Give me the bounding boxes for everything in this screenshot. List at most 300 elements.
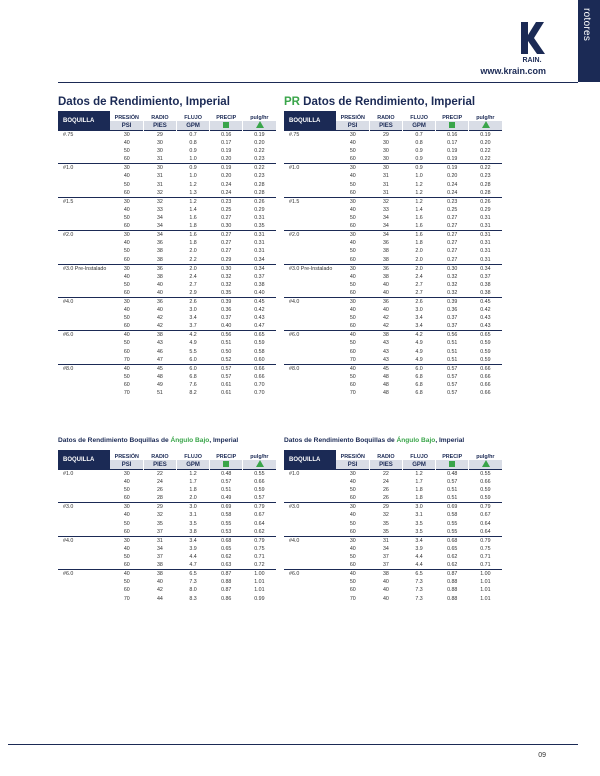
- low-pr-section-title: Datos de Rendimiento Boquillas de Ángulo Bajo, Imperial: [284, 437, 465, 444]
- table-cell: 0.24: [221, 189, 232, 196]
- table-cell: 1.2: [177, 197, 210, 206]
- table-cell: 0.29: [221, 256, 232, 263]
- website-url: www.krain.com: [480, 66, 546, 76]
- table-cell: 40: [382, 579, 389, 586]
- table-cell: 50: [123, 281, 130, 288]
- table-cell: 30: [110, 536, 143, 545]
- table-cell: 30: [336, 297, 369, 306]
- table-cell: 4.7: [189, 562, 197, 569]
- table-cell: 30: [156, 140, 163, 147]
- table-cell: 0.19: [447, 156, 458, 163]
- table-cell: 40: [123, 240, 130, 247]
- table-cell: 0.58: [221, 512, 232, 519]
- table-cell: 6.0: [403, 364, 436, 373]
- table-cell: 34: [382, 223, 389, 230]
- table-cell: 0.22: [469, 164, 502, 173]
- table-cell: 0.59: [480, 487, 491, 494]
- table-cell: 3.9: [415, 545, 423, 552]
- table-cell: 70: [349, 356, 356, 363]
- unit-header: PIES: [369, 121, 402, 131]
- table-cell: 4.2: [403, 331, 436, 340]
- unit-header: PSI: [336, 121, 369, 131]
- column-header: PRECIP: [216, 115, 237, 121]
- triangle-icon: [256, 121, 264, 128]
- table-cell: 0.88: [221, 579, 232, 586]
- table-cell: 40: [336, 570, 369, 579]
- table-cell: 0.24: [447, 189, 458, 196]
- nozzle-label: #3.0: [284, 503, 336, 536]
- table-cell: 2.6: [403, 297, 436, 306]
- table-cell: 4.9: [415, 340, 423, 347]
- table-cell: 50: [123, 520, 130, 527]
- table-cell: 32: [156, 189, 163, 196]
- table-cell: 0.72: [254, 562, 265, 569]
- table-cell: 2.7: [415, 281, 423, 288]
- table-cell: 1.7: [415, 479, 423, 486]
- table-cell: 40: [336, 364, 369, 373]
- table-cell: 0.28: [480, 189, 491, 196]
- table-cell: 2.0: [189, 495, 197, 502]
- table-cell: 0.70: [254, 390, 265, 397]
- table-cell: 1.2: [177, 470, 210, 479]
- table-cell: 0.22: [480, 148, 491, 155]
- table-row: [58, 364, 276, 373]
- table-cell: 0.23: [436, 197, 469, 206]
- table-cell: 43: [382, 348, 389, 355]
- table-cell: 40: [349, 306, 356, 313]
- table-cell: 1.8: [189, 240, 197, 247]
- table-cell: 30: [110, 231, 143, 240]
- table-cell: 37: [156, 554, 163, 561]
- table-cell: 0.62: [447, 562, 458, 569]
- column-header: PRESIÓN: [340, 454, 365, 460]
- table-cell: 1.6: [189, 215, 197, 222]
- table-cell: 0.66: [254, 373, 265, 380]
- table-cell: 40: [110, 570, 143, 579]
- table-cell: 0.56: [436, 331, 469, 340]
- table-cell: 0.20: [221, 173, 232, 180]
- table-cell: 50: [349, 487, 356, 494]
- table-cell: 0.60: [254, 356, 265, 363]
- table-cell: 40: [123, 306, 130, 313]
- table-cell: 0.86: [221, 595, 232, 602]
- table-cell: 3.5: [189, 520, 197, 527]
- table-cell: 0.87: [210, 570, 243, 579]
- table-cell: 0.52: [221, 356, 232, 363]
- table-cell: 0.53: [221, 528, 232, 535]
- table-cell: 0.17: [447, 140, 458, 147]
- table-cell: 33: [156, 206, 163, 213]
- table-cell: 2.7: [415, 289, 423, 296]
- table-cell: 40: [349, 512, 356, 519]
- nozzle-label: #2.0: [58, 231, 110, 264]
- table-cell: 2.0: [177, 264, 210, 273]
- table-cell: 40: [349, 206, 356, 213]
- table-cell: 36: [369, 264, 402, 273]
- table-cell: 31: [156, 173, 163, 180]
- table-cell: 0.66: [469, 364, 502, 373]
- table-cell: 26: [156, 487, 163, 494]
- table-cell: 38: [156, 248, 163, 255]
- table-cell: 4.4: [189, 554, 197, 561]
- table-cell: 0.58: [447, 512, 458, 519]
- unit-header: PSI: [110, 121, 143, 131]
- table-cell: 70: [123, 356, 130, 363]
- table-cell: 26: [382, 495, 389, 502]
- table-cell: 60: [349, 256, 356, 263]
- table-cell: 0.79: [243, 536, 276, 545]
- table-cell: 48: [156, 373, 163, 380]
- table-cell: 50: [349, 554, 356, 561]
- table-cell: 49: [156, 381, 163, 388]
- table-cell: 0.62: [254, 528, 265, 535]
- table-cell: 0.23: [254, 173, 265, 180]
- table-cell: 3.9: [189, 545, 197, 552]
- table-row: [284, 536, 502, 545]
- table-cell: 0.26: [243, 197, 276, 206]
- table-cell: 0.31: [254, 240, 265, 247]
- table-cell: 1.00: [469, 570, 502, 579]
- table-cell: 60: [349, 381, 356, 388]
- table-cell: 0.40: [221, 323, 232, 330]
- table-cell: 0.47: [254, 323, 265, 330]
- nozzle-label: #3.0 Pre-Instalado: [284, 264, 336, 297]
- table-cell: 0.35: [254, 223, 265, 230]
- table-cell: 0.27: [221, 215, 232, 222]
- table-cell: 30: [110, 297, 143, 306]
- table-cell: 4.4: [415, 562, 423, 569]
- table-cell: 50: [349, 315, 356, 322]
- table-cell: 0.25: [221, 206, 232, 213]
- unit-header: PIES: [143, 460, 176, 470]
- table-cell: 0.66: [254, 479, 265, 486]
- table-cell: 2.9: [189, 289, 197, 296]
- table-cell: 50: [349, 579, 356, 586]
- table-cell: 1.6: [415, 215, 423, 222]
- table-cell: 40: [349, 240, 356, 247]
- table-cell: 40: [110, 331, 143, 340]
- table-cell: 34: [143, 231, 176, 240]
- table-cell: 0.51: [447, 356, 458, 363]
- table-cell: 3.1: [189, 512, 197, 519]
- table-cell: 43: [156, 340, 163, 347]
- low-angle-pr-table: [284, 450, 502, 603]
- table-cell: 0.16: [436, 131, 469, 140]
- table-cell: 50: [123, 215, 130, 222]
- table-cell: 29: [369, 131, 402, 140]
- nozzle-label: #1.0: [284, 470, 336, 503]
- table-cell: 1.00: [243, 570, 276, 579]
- table-cell: 7.3: [189, 579, 197, 586]
- table-cell: 2.4: [189, 273, 197, 280]
- table-cell: 0.30: [221, 223, 232, 230]
- table-cell: 1.4: [189, 206, 197, 213]
- table-cell: 70: [123, 595, 130, 602]
- table-cell: 30: [382, 140, 389, 147]
- table-cell: 4.9: [189, 340, 197, 347]
- table-cell: 34: [156, 545, 163, 552]
- table-cell: 1.01: [480, 579, 491, 586]
- table-cell: 30: [110, 503, 143, 512]
- nozzle-label: #3.0 Pre-Instalado: [58, 264, 110, 297]
- table-cell: 36: [382, 240, 389, 247]
- table-cell: 40: [336, 331, 369, 340]
- table-cell: 70: [349, 390, 356, 397]
- table-cell: 60: [349, 156, 356, 163]
- table-cell: 38: [156, 562, 163, 569]
- table-cell: 0.57: [447, 373, 458, 380]
- table-cell: 1.0: [415, 173, 423, 180]
- table-cell: 60: [349, 323, 356, 330]
- table-cell: 50: [123, 487, 130, 494]
- square-spacing-header: [436, 460, 469, 470]
- table-cell: 0.55: [447, 520, 458, 527]
- table-cell: 60: [349, 348, 356, 355]
- nozzle-label: #1.0: [58, 164, 110, 197]
- table-cell: 0.64: [480, 520, 491, 527]
- table-cell: 30: [110, 470, 143, 479]
- square-spacing-header: [210, 121, 243, 131]
- table-cell: 40: [123, 273, 130, 280]
- table-cell: 8.2: [189, 390, 197, 397]
- table-cell: 40: [123, 512, 130, 519]
- nozzle-label: #4.0: [58, 297, 110, 330]
- table-cell: 38: [382, 256, 389, 263]
- table-cell: 0.66: [243, 364, 276, 373]
- pr-performance-table: [284, 111, 502, 397]
- table-cell: 60: [349, 189, 356, 196]
- table-cell: 0.17: [221, 140, 232, 147]
- table-cell: 0.28: [254, 181, 265, 188]
- table-cell: 0.38: [480, 281, 491, 288]
- table-cell: 0.61: [221, 381, 232, 388]
- table-cell: 30: [369, 164, 402, 173]
- table-cell: 50: [123, 554, 130, 561]
- table-cell: 40: [349, 479, 356, 486]
- table-cell: 3.0: [177, 503, 210, 512]
- table-cell: 50: [349, 215, 356, 222]
- pr-prefix: PR: [284, 96, 300, 108]
- table-row: [284, 503, 502, 512]
- table-cell: 0.48: [210, 470, 243, 479]
- table-cell: 42: [156, 587, 163, 594]
- nozzle-label: #2.0: [284, 231, 336, 264]
- table-cell: 34: [369, 231, 402, 240]
- table-cell: 30: [382, 148, 389, 155]
- table-cell: 42: [156, 323, 163, 330]
- table-cell: 48: [382, 381, 389, 388]
- column-header: PRESIÓN: [340, 115, 365, 121]
- table-cell: 0.9: [403, 164, 436, 173]
- table-cell: 1.8: [189, 223, 197, 230]
- table-cell: 0.37: [447, 323, 458, 330]
- table-cell: 43: [382, 340, 389, 347]
- table-cell: 7.6: [189, 381, 197, 388]
- table-cell: 1.8: [415, 495, 423, 502]
- table-cell: 0.64: [254, 520, 265, 527]
- nozzle-label: #6.0: [58, 570, 110, 603]
- table-cell: 60: [349, 562, 356, 569]
- table-cell: 38: [156, 256, 163, 263]
- table-cell: 50: [123, 373, 130, 380]
- column-header: PRECIP: [442, 115, 463, 121]
- table-cell: 34: [156, 223, 163, 230]
- table-cell: 1.0: [189, 173, 197, 180]
- table-cell: 0.34: [243, 264, 276, 273]
- table-cell: 0.79: [469, 503, 502, 512]
- table-row: [58, 331, 276, 340]
- nozzle-label: #4.0: [284, 536, 336, 569]
- table-cell: 6.8: [415, 381, 423, 388]
- square-icon: [449, 122, 455, 128]
- table-cell: 1.4: [415, 206, 423, 213]
- table-cell: 3.5: [415, 528, 423, 535]
- table-cell: 22: [369, 470, 402, 479]
- table-cell: 0.43: [480, 323, 491, 330]
- table-cell: 50: [349, 181, 356, 188]
- table-cell: 0.8: [415, 140, 423, 147]
- nozzle-label: #1.5: [284, 197, 336, 230]
- table-cell: 60: [123, 223, 130, 230]
- table-row: [284, 364, 502, 373]
- table-cell: 0.9: [189, 148, 197, 155]
- table-cell: 0.56: [210, 331, 243, 340]
- table-cell: 30: [110, 264, 143, 273]
- table-cell: 4.4: [415, 554, 423, 561]
- table-cell: 0.55: [221, 520, 232, 527]
- table-cell: 36: [156, 240, 163, 247]
- nozzle-label: #4.0: [58, 536, 110, 569]
- table-cell: 0.27: [221, 240, 232, 247]
- column-header: RADIO: [377, 454, 395, 460]
- table-cell: 3.4: [415, 315, 423, 322]
- table-cell: 0.38: [254, 281, 265, 288]
- table-cell: 38: [143, 331, 176, 340]
- table-cell: 0.40: [254, 289, 265, 296]
- table-cell: 0.51: [447, 487, 458, 494]
- table-cell: 30: [336, 264, 369, 273]
- table-cell: 0.35: [221, 289, 232, 296]
- table-cell: 0.69: [210, 503, 243, 512]
- table-row: [284, 231, 502, 240]
- table-cell: 31: [369, 536, 402, 545]
- table-cell: 0.19: [243, 131, 276, 140]
- table-cell: 0.29: [254, 206, 265, 213]
- table-cell: 0.31: [480, 256, 491, 263]
- table-cell: 60: [123, 289, 130, 296]
- unit-header: PIES: [143, 121, 176, 131]
- table-cell: 1.01: [254, 579, 265, 586]
- table-cell: 0.31: [243, 231, 276, 240]
- table-row: [284, 131, 502, 140]
- table-cell: 45: [369, 364, 402, 373]
- table-row: [58, 536, 276, 545]
- table-cell: 50: [349, 248, 356, 255]
- table-row: [58, 164, 276, 173]
- table-cell: 36: [143, 297, 176, 306]
- column-header: PRESIÓN: [114, 454, 139, 460]
- table-cell: 28: [156, 495, 163, 502]
- triangle-icon: [482, 460, 490, 467]
- table-cell: 0.31: [480, 223, 491, 230]
- table-cell: 0.24: [447, 181, 458, 188]
- table-cell: 24: [382, 479, 389, 486]
- table-cell: 3.5: [415, 520, 423, 527]
- column-header: RADIO: [151, 454, 169, 460]
- nozzle-label: #1.0: [58, 470, 110, 503]
- table-cell: 50: [349, 520, 356, 527]
- table-cell: 0.62: [221, 554, 232, 561]
- table-cell: 6.8: [415, 390, 423, 397]
- table-cell: 2.2: [189, 256, 197, 263]
- table-cell: 31: [382, 173, 389, 180]
- table-cell: 0.7: [177, 131, 210, 140]
- table-cell: 0.43: [480, 315, 491, 322]
- table-cell: 0.19: [447, 148, 458, 155]
- table-cell: 0.68: [436, 536, 469, 545]
- table-cell: 0.55: [469, 470, 502, 479]
- table-cell: 0.8: [189, 140, 197, 147]
- table-cell: 42: [382, 315, 389, 322]
- column-header: pulg/hr: [476, 115, 495, 121]
- column-header: PRESIÓN: [114, 115, 139, 121]
- table-cell: 42: [156, 315, 163, 322]
- table-cell: 0.65: [447, 545, 458, 552]
- table-cell: 0.26: [469, 197, 502, 206]
- table-cell: 0.45: [469, 297, 502, 306]
- table-cell: 0.39: [436, 297, 469, 306]
- table-row: [284, 297, 502, 306]
- table-cell: 2.0: [415, 256, 423, 263]
- pr-title-text: Datos de Rendimiento, Imperial: [299, 96, 476, 108]
- table-cell: 0.57: [436, 364, 469, 373]
- table-cell: 40: [123, 206, 130, 213]
- table-cell: 6.0: [189, 356, 197, 363]
- low-std-section-title: Datos de Rendimiento Boquillas de Ángulo Bajo, Imperial: [58, 437, 239, 444]
- table-cell: 0.45: [243, 297, 276, 306]
- table-cell: 60: [349, 289, 356, 296]
- table-cell: 44: [156, 595, 163, 602]
- table-cell: 1.01: [254, 587, 265, 594]
- table-row: [284, 264, 502, 273]
- table-cell: 46: [156, 348, 163, 355]
- unit-header: GPM: [177, 460, 210, 470]
- column-header: RADIO: [377, 115, 395, 121]
- table-cell: 0.27: [447, 248, 458, 255]
- table-cell: 2.6: [177, 297, 210, 306]
- table-cell: 0.31: [480, 215, 491, 222]
- table-cell: 0.27: [447, 240, 458, 247]
- table-cell: 34: [382, 545, 389, 552]
- boquilla-header: BOQUILLA: [58, 111, 110, 131]
- table-cell: 22: [143, 470, 176, 479]
- table-cell: 0.57: [221, 373, 232, 380]
- table-cell: 1.3: [189, 189, 197, 196]
- table-row: [284, 331, 502, 340]
- square-icon: [223, 122, 229, 128]
- table-cell: 50: [349, 281, 356, 288]
- table-cell: 3.4: [189, 315, 197, 322]
- side-tab: [578, 0, 600, 82]
- table-row: [58, 231, 276, 240]
- table-row: [58, 470, 276, 479]
- table-cell: 30: [336, 131, 369, 140]
- table-cell: 26: [382, 487, 389, 494]
- triangle-icon: [256, 460, 264, 467]
- table-cell: 31: [156, 181, 163, 188]
- table-cell: 0.27: [436, 231, 469, 240]
- table-cell: 0.38: [480, 289, 491, 296]
